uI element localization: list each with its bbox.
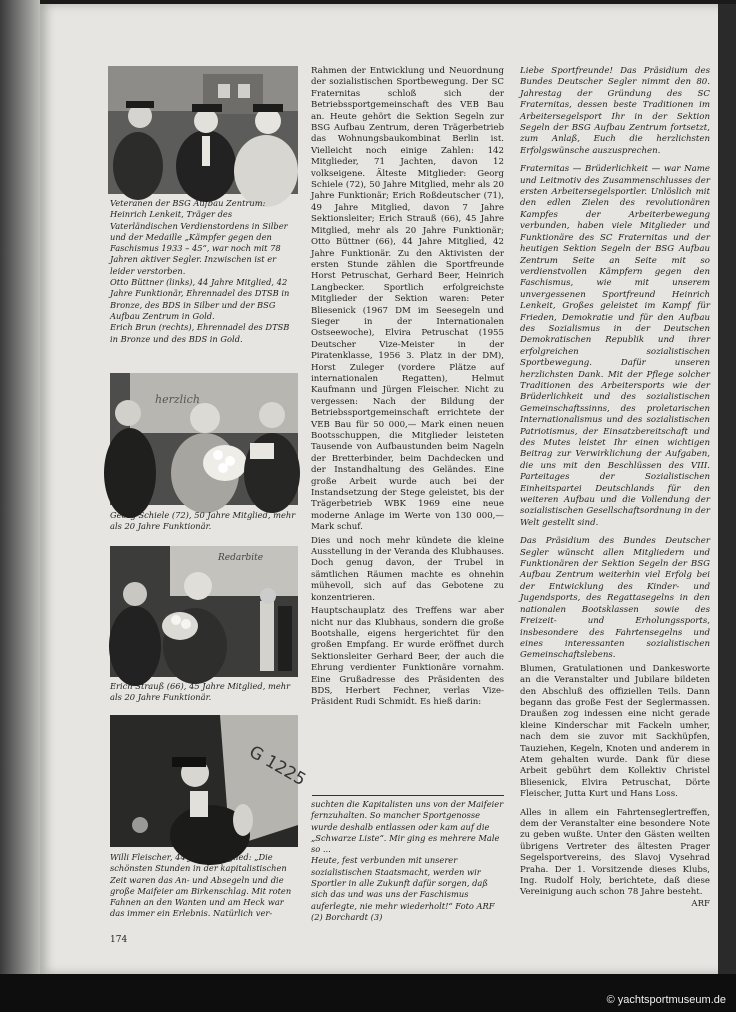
photo-willi-fleischer [110, 715, 310, 847]
photo-erich-strauss [110, 546, 298, 677]
caption-erich-strauss: Erich Strauß (66), 45 Jahre Mitglied, mehr als 20 Jahre Funktionär. [110, 681, 291, 703]
photo3-sign: Redarbite [218, 553, 264, 563]
greeting-paragraph-3: Das Präsidium des Bundes Deutscher Segler wünscht allen Mitgliedern und Funktionären der Sektion Segeln der BSG Aufbau Zentrum weiterhin viel Erfolg bei der Entwicklung des Kinder- und Jugendsports, des Regattasegelns in den nationalen Bootsklassen sowie des Freizeit- und Erholungssports, insbesondere des Fahrtensegelns und eines interessanten sozialistischen Gemeinschaftslebens. [520, 536, 710, 661]
photo4-sail-number: G 1225 [245, 742, 310, 791]
bottom-bar [0, 974, 736, 1012]
caption-veterans-2: Otto Büttner (links), 44 Jahre Mitglied, 42 Jahre Funktionär, Ehrennadel des DTSB in Bronze, des BDS in Silber und der BSG Aufbau Zentrum in Gold. [110, 277, 290, 321]
caption-veterans-3: Erich Brun (rechts), Ehrennadel des DTSB in Bronze und des BDS in Gold. [110, 322, 290, 344]
middle-paragraph-2: Dies und noch mehr kündete die kleine Ausstellung in der Veranda des Klubhauses. Doch genug davon, der Trubel in sämtlichen Räumen machte es ohnehin mühevoll, sich auf das Gebotene zu konzentrieren. [311, 535, 504, 603]
greeting-paragraph-1: Liebe Sportfreunde! Das Präsidium des Bundes Deutscher Segler nimmt den 80. Jahrestag der Gründung des SC Fraternitas, dessen beste Traditionen im Arbeitersegelsport Ihr in der Sektion Segeln der BSG Aufbau Zentrum fortsetzt, zum Anlaß, Euch die herzlichsten Erfolgswünsche auszusprechen. [520, 66, 710, 156]
separator-rule [312, 795, 504, 796]
caption-veterans-1: Veteranen der BSG Aufbau Zentrum: Heinrich Lenkeit, Träger des Vaterländischen Verdienstordens in Silber und der Medaille „Kämpfer gegen den Faschismus 1933 – 45“, war noch mit 78 Jahren aktiver Segler. Inzwischen ist er leider verstorben. [110, 198, 288, 276]
book-spine [0, 0, 40, 1012]
caption-willi-fleischer: Willi Fleischer, 44 Jahre Mitglied: „Die schönsten Stunden in der kapitalistischen Zeit waren das An- und Absegeln und die große Maifeier am Birkenschlag. Mit roten Fahnen an den Wanten und am Heck war das immer ein Erlebnis. Natürlich ver- [110, 852, 292, 919]
photo2-sign: herzlich [155, 393, 200, 406]
page-edge [718, 4, 736, 974]
middle-column [311, 66, 504, 711]
right-paragraph-4: Blumen, Gratulationen und Dankesworte an die Veranstalter und Jubilare bildeten den Abschluß des offiziellen Teils. Dann begann das große Fest der Seglermassen. Draußen zog indessen eine nicht gerade kleine Kinderschar mit Fackeln umher, nach dem sie zuvor mit Sackhüpfen, Tauziehen, Kegeln, Knoten und anderem in Atem gehalten wurde. Dank für diese Arbeit gebührt dem Kollektiv Christel Bliesenick, Elvira Petruschat, Dörte Fleischer, Jutta Kurt und Hans Loss. [520, 663, 710, 800]
photo-georg-schiele [110, 373, 298, 505]
middle-paragraph-3: Hauptschauplatz des Treffens war aber nicht nur das Klubhaus, sondern die große Bootshalle, eigens hergerichtet für den großen Empfang. Er wurde eröffnet durch Sektionsleiter Gerhard Beer, der auch die Ehrung verdienter Funktionäre vornahm. Eine Grußadresse des Präsidenten des BDS, Herbert Fechner, verlas Vize-Präsident Rudi Schmidt. Es hieß darin: [311, 606, 504, 708]
caption-veterans [110, 198, 298, 345]
right-paragraph-5: Alles in allem ein Fahrtenseglertreffen, dem der Veranstalter eine besondere Note zu geben wußte. Unter den Gästen weilten übrigens Vertreter des ältesten Prager Segelsportvereins, des Slavoj Vysehrad Praha. Der 1. Vorsitzende dieses Klubs, Ing. Rudolf Holy, berichtete, daß diese Vereinigung auch schon 78 Jahre besteht. [520, 807, 710, 898]
greeting-paragraph-2: Fraternitas — Brüderlichkeit — war Name und Leitmotiv des Zusammenschlusses der ersten Arbeitersegelsportler. Unlöslich mit den edlen Zielen des revolutionären Kampfes der Arbeiterbewegung verbunden, haben viele Mitglieder und Funktionäre des SC Fraternitas und der heutigen Sektion Segeln der BSG Aufbau Zentrum Seite an Seite mit so verdienstvollen Kämpfern gegen den Faschismus, wie mit unserem unvergessenen Sportfreund Heinrich Lenkeit, Großes geleistet im Kampf für Frieden, Demokratie und für den Aufbau des Sozialismus in der Deutschen Demokratischen Republik und ihrer erfolgreichen sozialistischen Sportbewegung. Dafür unseren herzlichsten Dank. Mit der Pflege solcher Traditionen des Arbeitersports wie der Brüderlichkeit und des sozialistischen Gemeinschaftssinns, des proletarischen Internationalismus und des sozialistischen Patriotismus, der Einsatzbereitschaft und des Mutes leistet Ihr einen wichtigen Beitrag zur Verwirklichung der Aufgaben, die uns mit den Beschlüssen des VIII. Parteitages der Sozialistischen Einheitspartei Deutschlands für den weiteren Aufbau und die Vollendung der sozialistischen Gesellschaftsordnung in der Welt gestellt sind. [520, 164, 710, 528]
photo-veterans [108, 66, 298, 194]
middle-paragraph-1: Rahmen der Entwicklung und Neuordnung der sozialistischen Sportbewegung. Der SC Fraternitas schloß sich der Betriebssportgemeinschaft des VEB Bau an. Heute gehört die Sektion Segeln zur BSG Aufbau Zentrum, deren Trägerbetrieb das Wohnungsbaukombinat Berlin ist. Vielleicht noch einige Zahlen: 142 Mitglieder, 71 Jachten, davon 12 volkseigene. Älteste Mitglieder: Georg Schiele (72), 50 Jahre Mitglied, mehr als 20 Jahre Funktionär; Erich Roßdeutscher (71), 49 Jahre Mitglied, davon 7 Jahre Sektionsleiter; Erich Strauß (66), 45 Jahre Mitglied, mehr als 20 Jahre Funktionär; Otto Büttner (66), 44 Jahre Mitglied, 42 Jahre Funktionär. Zu den Aktivisten der ersten Stunde zählen die Sportfreunde Horst Petruschat, Gerhard Beer, Heinrich Langbecker. Sportlich erfolgreichste Mitglieder der Sektion waren: Peter Bliesenick (1967 DM im Seesegeln und Sieger in der Internationalen Ostseewoche), Elvira Petruschat (1955 Deutscher Vize-Meister in der Piratenklasse, 1956 3. Platz in der DM), Horst Zuleger (vordere Plätze auf internationalen Regatten), Helmut Kaufmann und Jürgen Fleischer. Nicht zu vergessen: Nach der Bildung der Betriebssportgemeinschaft errichtete der VEB Bau für 50 000,— Mark einen neuen Bootsschuppen, die Mitglieder leisteten Tausende von Aufbaustunden beim Nageln der Bretterbinder, beim Dachdecken und der Instandhaltung des Geländes. Eine große Arbeit wurde auch bei der Instandsetzung der Stege geleistet, bis der Trägerbetrieb WBK 1969 eine neue moderne Anlage im Werte von 130 000,— Mark schuf. [311, 66, 504, 533]
right-column [520, 66, 710, 910]
author-signature: ARF [691, 898, 710, 909]
caption-georg-schiele: Georg Schiele (72), 50 Jahre Mitglied, mehr als 20 Jahre Funktionär. [110, 510, 296, 532]
caption-willi-fleischer-continued: suchten die Kapitalisten uns von der Maifeier fernzuhalten. So mancher Sportgenosse wurde deshalb entlassen oder kam auf die „Schwarze Liste“. Mir ging es mehrere Male so ... Heute, fest verbunden mit unserer sozialistischen Staatsmacht, werden wir Sportler in alle Zukunft dafür sorgen, daß sich das und was uns der Faschismus auferlegte, nie mehr wiederholt!“ Foto ARF (2) Borchardt (3) [311, 799, 504, 922]
page-number: 174 [110, 935, 128, 945]
copyright-text: © yachtsportmuseum.de [606, 994, 726, 1006]
